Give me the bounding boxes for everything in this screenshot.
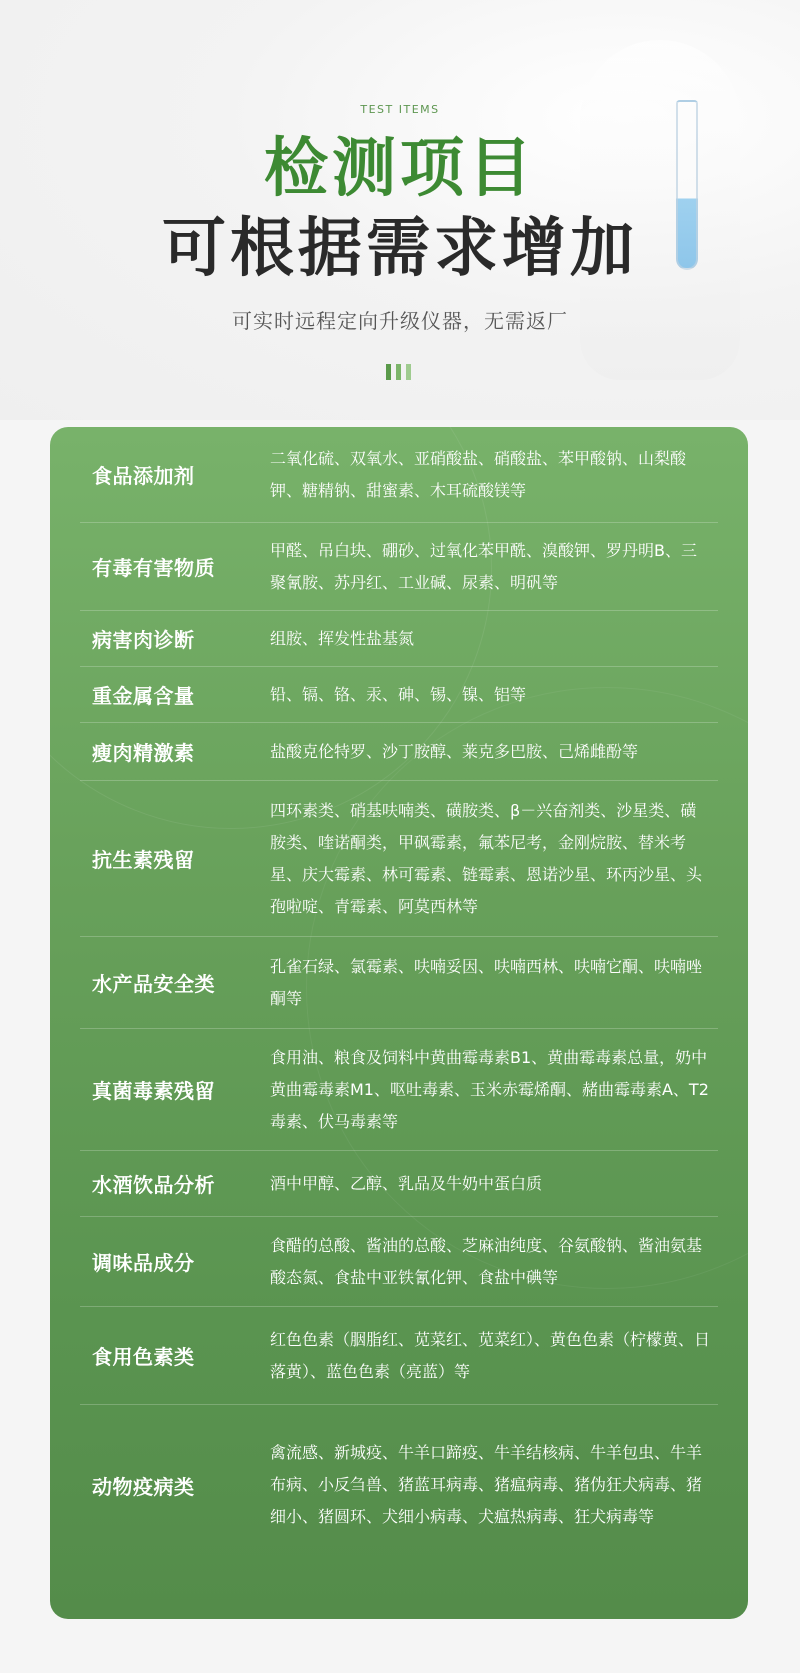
category-label: 瘦肉精激素: [92, 741, 195, 765]
category-content: 食用油、粮食及饲料中黄曲霉毒素B1、黄曲霉毒素总量，奶中黄曲霉毒素M1、呕吐毒素、玉米赤霉烯酮、赭曲霉毒素A、T2毒素、伏马毒素等: [270, 1047, 709, 1131]
hero-section: [0, 0, 800, 420]
category-label: 食品添加剂: [92, 464, 195, 488]
divider-bars-icon: [386, 364, 411, 380]
category-label: 食用色素类: [92, 1345, 195, 1369]
list-item: [80, 1151, 718, 1217]
title-line-1: 检测项目: [264, 132, 536, 206]
category-label: 重金属含量: [92, 684, 195, 708]
category-label: 抗生素残留: [92, 848, 195, 872]
category-label: 动物疫病类: [92, 1474, 195, 1499]
test-items-card: [50, 427, 748, 1619]
category-content: 盐酸克伦特罗、沙丁胺醇、莱克多巴胺、己烯雌酚等: [270, 741, 639, 761]
category-content: 孔雀石绿、氯霉素、呋喃妥因、呋喃西林、呋喃它酮、呋喃唑酮等: [270, 956, 703, 1008]
title-line-2: 可根据需求增加: [162, 212, 638, 286]
list-item: [80, 937, 718, 1029]
category-label: 有毒有害物质: [92, 556, 215, 580]
category-content: 组胺、挥发性盐基氮: [270, 628, 415, 648]
list-item: [80, 611, 718, 667]
list-item: [80, 1307, 718, 1405]
list-item: [80, 1217, 718, 1307]
test-items-list: [50, 427, 748, 1565]
category-label: 真菌毒素残留: [92, 1079, 215, 1103]
category-label: 调味品成分: [92, 1251, 195, 1275]
bar: [406, 364, 411, 380]
category-content: 四环素类、硝基呋喃类、磺胺类、β－兴奋剂类、沙星类、磺胺类、喹诺酮类，甲砜霉素，氟苯尼考，金刚烷胺、替米考星、庆大霉素、林可霉素、链霉素、恩诺沙星、环丙沙星、头孢啦啶、青霉素、阿莫西林等: [270, 800, 703, 916]
list-item: [80, 723, 718, 781]
list-item: [80, 1405, 718, 1565]
list-item: [80, 523, 718, 611]
english-title: TEST ITEMS: [360, 103, 440, 116]
category-content: 铅、镉、铬、汞、砷、锡、镍、铝等: [270, 684, 527, 704]
list-item: [80, 427, 718, 523]
subtitle: 可实时远程定向升级仪器，无需返厂: [232, 309, 568, 333]
category-label: 水酒饮品分析: [92, 1173, 215, 1197]
category-label: 病害肉诊断: [92, 628, 195, 652]
bar: [386, 364, 391, 380]
list-item: [80, 667, 718, 723]
list-item: [80, 1029, 718, 1151]
category-content: 二氧化硫、双氧水、亚硝酸盐、硝酸盐、苯甲酸钠、山梨酸钾、糖精钠、甜蜜素、木耳硫酸镁等: [270, 448, 687, 500]
bar: [396, 364, 401, 380]
category-content: 红色色素（胭脂红、苋菜红、苋菜红）、黄色色素（柠檬黄、日落黄）、蓝色色素（亮蓝）等: [270, 1329, 711, 1381]
category-label: 水产品安全类: [92, 972, 215, 996]
list-item: [80, 781, 718, 937]
category-content: 酒中甲醇、乙醇、乳品及牛奶中蛋白质: [270, 1173, 543, 1193]
category-content: 甲醛、吊白块、硼砂、过氧化苯甲酰、溴酸钾、罗丹明B、三聚氰胺、苏丹红、工业碱、尿素、明矾等: [270, 540, 697, 592]
category-content: 食醋的总酸、酱油的总酸、芝麻油纯度、谷氨酸钠、酱油氨基酸态氮、食盐中亚铁氰化钾、食盐中碘等: [270, 1235, 703, 1287]
category-content: 禽流感、新城疫、牛羊口蹄疫、牛羊结核病、牛羊包虫、牛羊布病、小反刍兽、猪蓝耳病毒、猪瘟病毒、猪伪狂犬病毒、猪细小、猪圆环、犬细小病毒、犬瘟热病毒、狂犬病毒等: [270, 1443, 703, 1526]
